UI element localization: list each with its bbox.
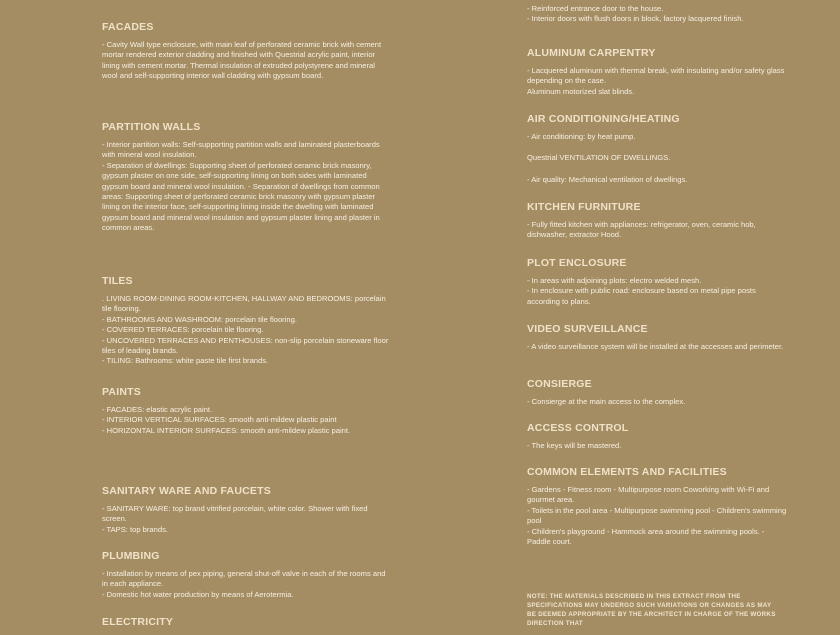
section-text: - In areas with adjoining plots: electro welded mesh. - In enclosure with public road: enclosure based on metal pipe posts according to plans.	[527, 276, 756, 306]
section-title: ACCESS CONTROL	[527, 422, 629, 434]
section-plot-enclosure	[527, 257, 789, 311]
section-text: Questrial VENTILATION OF DWELLINGS.	[527, 153, 671, 163]
section-facades	[102, 21, 392, 86]
section-title: PAINTS	[102, 386, 141, 398]
section-text: - Air quality: Mechanical ventilation of dwellings.	[527, 174, 688, 184]
section-text: - Interior partition walls: Self-supporting partition walls and laminated plasterboards with mineral wool insulation. - Separation of dwellings: Supporting sheet of perforated ceramic brick masonry, gypsum plaster on one side, self-supporting lining on both sides with laminated gypsum board and mineral wool insulation. - Separation of dwellings from common areas: Supporting sheet of perforated ceramic brick masonry with gypsum plaster lining on the interior face, self-supporting lining inside the dwelling with laminated gypsum board and mineral wool insulation and gypsum plaster lining and plaster in common areas.	[102, 140, 380, 233]
section-access-control	[527, 422, 789, 455]
section-title: ELECTRICITY	[102, 616, 174, 628]
section-text: - The keys will be mastered.	[527, 441, 622, 450]
section-kitchen	[527, 201, 789, 245]
section-aluminum	[527, 47, 789, 101]
section-text: - Reinforced entrance door to the house. - Interior doors with flush doors in block, factory lacquered finish.	[527, 4, 744, 24]
section-title: COMMON ELEMENTS AND FACILITIES	[527, 466, 727, 478]
section-common-elements	[527, 466, 789, 551]
section-text: . LIVING ROOM-DINING ROOM-KITCHEN, HALLWAY AND BEDROOMS: porcelain tile flooring. - BATHROOMS AND WASHROOM: porcelain tile flooring. - COVERED TERRACES: porcelain tile flooring. - UNCOVERED TERRACES AND PENTHOUSES: non-slip porcelain stoneware floor tiles of leading brands. - TILING: Bathrooms: white paste tile first brands.	[102, 294, 389, 366]
section-title: ALUMINUM CARPENTRY	[527, 47, 656, 59]
section-text: - A video surveillance system will be installed at the accesses and perimeter.	[527, 342, 784, 351]
section-text: - Fully fitted kitchen with appliances: refrigerator, oven, ceramic hob, dishwasher, extractor Hood.	[527, 220, 756, 240]
section-title: KITCHEN FURNITURE	[527, 201, 641, 213]
section-text: - SANITARY WARE: top brand vitrified porcelain, white color. Shower with fixed screen. - TAPS: top brands.	[102, 504, 368, 534]
section-sanitary	[102, 485, 392, 539]
section-text: - Cavity Wall type enclosure, with main leaf of perforated ceramic brick with cement mortar rendered exterior cladding and finished with Questrial acrylic paint, interior lining with cement mortar. Thermal insulation of extruded polystyrene and mineral wool and self-supporting interior wall cladding with gypsum board.	[102, 40, 382, 81]
section-text: - Gardens - Fitness room - Multipurpose room Coworking with Wi-Fi and gourmet area. - Toilets in the pool area - Multipurpose swimming pool - Children's swimming pool - Children's playground - Hammock area around the swimming pools. - Paddle court.	[527, 485, 787, 547]
section-air-conditioning	[527, 113, 789, 189]
section-title: TILES	[102, 275, 133, 287]
section-title: PARTITION WALLS	[102, 121, 201, 133]
section-title: PLOT ENCLOSURE	[527, 257, 627, 269]
section-title: SANITARY WARE AND FAUCETS	[102, 485, 271, 497]
section-title: FACADES	[102, 21, 154, 33]
section-text: - FACADES: elastic acrylic paint. - INTERIOR VERTICAL SURFACES: smooth anti-mildew plastic paint - HORIZONTAL INTERIOR SURFACES: smooth anti-mildew plastic paint.	[102, 405, 351, 435]
section-title: PLUMBING	[102, 550, 160, 562]
section-title: CONSIERGE	[527, 378, 592, 390]
section-video-surveillance	[527, 323, 789, 356]
section-title: VIDEO SURVEILLANCE	[527, 323, 648, 335]
specifications-note: NOTE: THE MATERIALS DESCRIBED IN THIS EXTRACT FROM THE SPECIFICATIONS MAY UNDERGO SUCH VARIATIONS OR CHANGES AS MAY BE DEEMED APPROPRIATE BY THE ARCHITECT IN CHARGE OF THE WORKS DIRECTION THAT	[527, 593, 776, 627]
section-consierge	[527, 378, 789, 411]
section-paints	[102, 386, 392, 440]
section-doors	[527, 4, 789, 29]
section-title: AIR CONDITIONING/HEATING	[527, 113, 680, 125]
section-text: - Installation by means of pex piping, general shut-off valve in each of the rooms and in each appliance. - Domestic hot water production by means of Aerotermia.	[102, 569, 386, 599]
section-plumbing	[102, 550, 392, 604]
section-tiles	[102, 275, 392, 371]
section-electricity	[102, 616, 392, 635]
section-text: - Lacquered aluminum with thermal break, with insulating and/or safety glass depending on the case. Aluminum motorized slat blinds.	[527, 66, 785, 96]
section-text: - Air conditioning: by heat pump.	[527, 132, 636, 141]
section-text: - Consierge at the main access to the complex.	[527, 397, 686, 406]
section-partition-walls	[102, 121, 392, 238]
